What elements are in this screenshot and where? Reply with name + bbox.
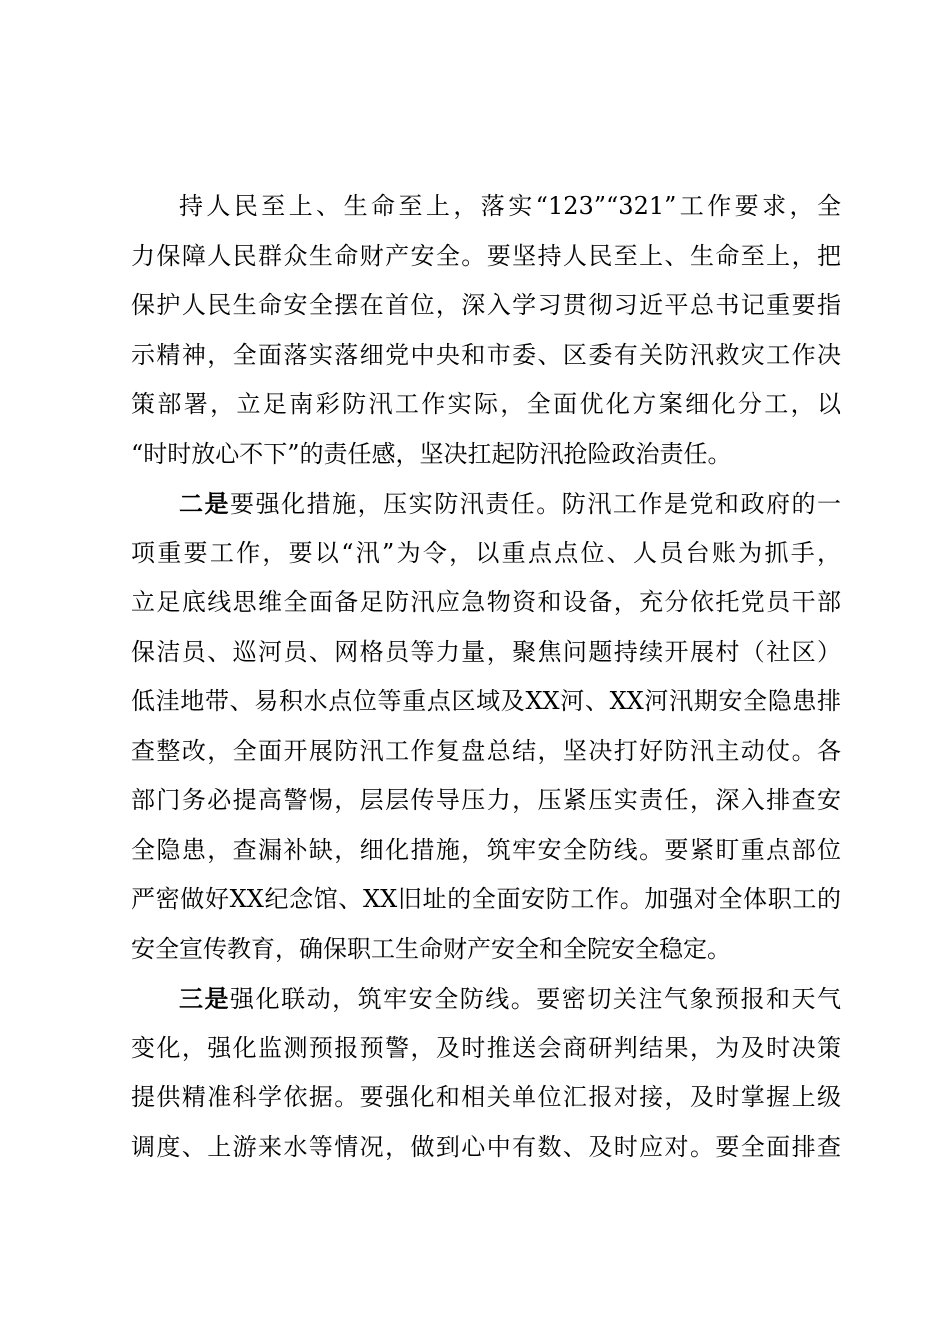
bold-lead-in: 二是	[179, 489, 231, 518]
text-line: 全隐患，查漏补缺，细化措施，筑牢安全防线。要紧盯重点部位	[131, 835, 841, 864]
text-line: 保洁员、巡河员、网格员等力量，聚焦问题持续开展村（社区）	[131, 637, 841, 666]
text-line-rest: 强化联动，筑牢安全防线。要密切关注气象预报和天气	[230, 985, 841, 1013]
text-line: 严密做好XX纪念馆、XX旧址的全面安防工作。加强对全体职工的	[131, 885, 841, 913]
text-line: “时时放心不下”的责任感，坚决扛起防汛抢险政治责任。	[131, 439, 732, 468]
text-line: 保护人民生命安全摆在首位，深入学习贯彻习近平总书记重要指	[131, 291, 841, 319]
text-line: 部门务必提高警惕，层层传导压力，压紧压实责任，深入排查安	[131, 786, 841, 814]
body-paragraph	[131, 479, 841, 974]
document-page	[131, 182, 841, 1172]
body-paragraph	[131, 974, 841, 1172]
text-line: 变化，强化监测预报预警，及时推送会商研判结果，为及时决策	[131, 1033, 841, 1062]
text-line: 调度、上游来水等情况，做到心中有数、及时应对。要全面排查	[131, 1132, 841, 1161]
text-line: 提供精准科学依据。要强化和相关单位汇报对接，及时掌握上级	[131, 1083, 841, 1111]
text-line: 立足底线思维全面备足防汛应急物资和设备，充分依托党员干部	[131, 588, 841, 616]
text-line: 低洼地带、易积水点位等重点区域及XX河、XX河汛期安全隐患排	[131, 687, 841, 715]
text-line: 示精神，全面落实落细党中央和市委、区委有关防汛救灾工作决	[131, 340, 841, 369]
text-line: 策部署，立足南彩防汛工作实际，全面优化方案细化分工，以	[131, 390, 841, 418]
text-line: 持人民至上、生命至上，落实“123”“321”工作要求，全	[179, 192, 841, 220]
text-line: 安全宣传教育，确保职工生命财产安全和全院安全稳定。	[131, 934, 731, 963]
text-line: 力保障人民群众生命财产安全。要坚持人民至上、生命至上，把	[131, 241, 841, 270]
text-line	[131, 974, 841, 1024]
bold-lead-in: 三是	[179, 984, 231, 1013]
text-line: 查整改，全面开展防汛工作复盘总结，坚决打好防汛主动仗。各	[131, 736, 841, 765]
body-paragraph	[131, 182, 841, 479]
text-line-rest: 要强化措施，压实防汛责任。防汛工作是党和政府的一	[230, 490, 841, 518]
text-line: 项重要工作，要以“汛”为令，以重点点位、人员台账为抓手，	[131, 538, 841, 567]
text-line	[131, 479, 841, 529]
